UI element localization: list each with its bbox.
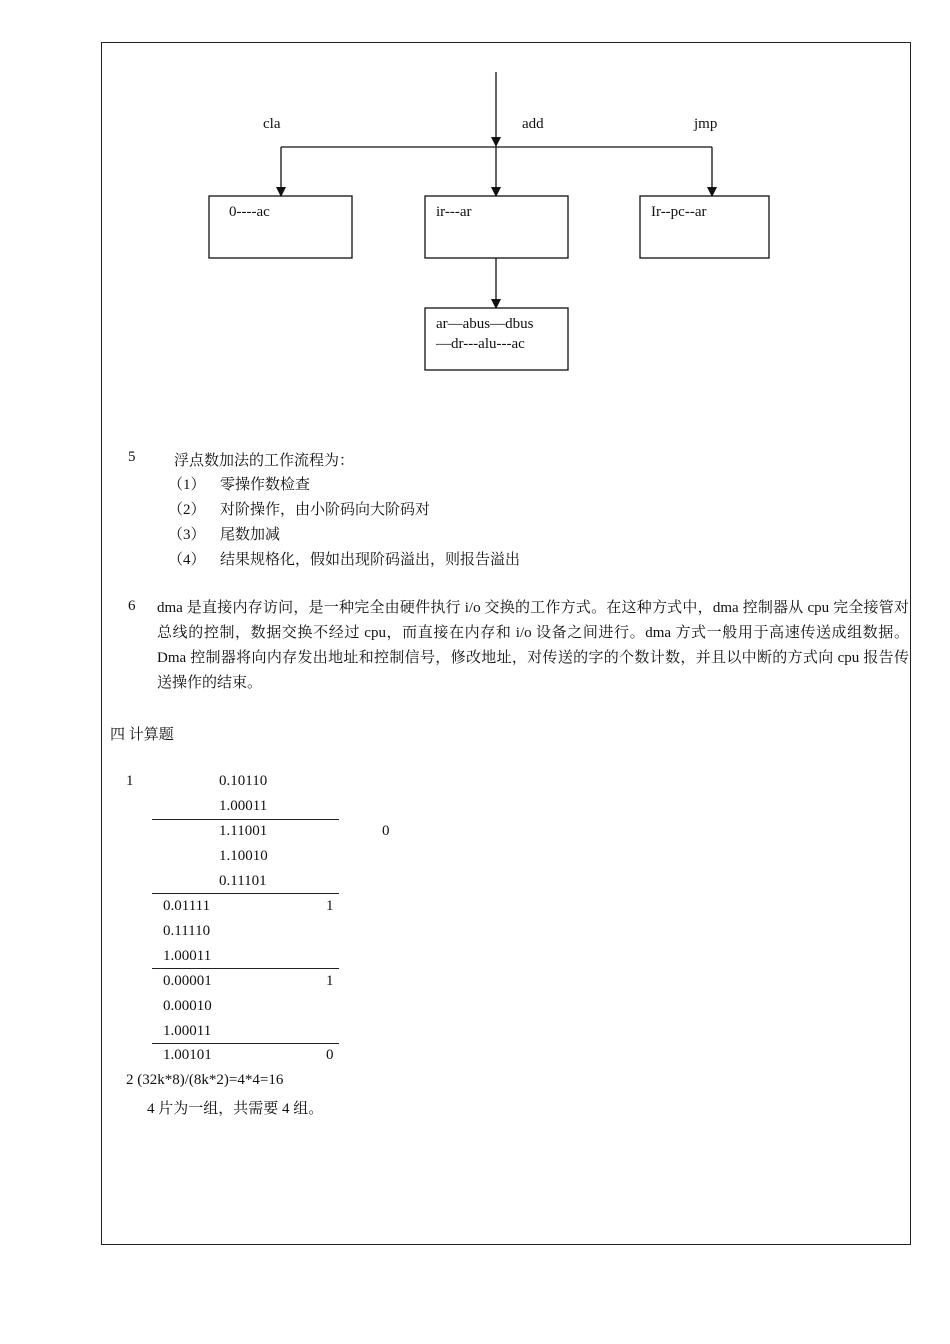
- cla-box-text: 0----ac: [229, 204, 270, 220]
- calc-row: 0.11110: [163, 923, 211, 939]
- calc-row: 1.00011: [163, 948, 212, 964]
- calc-rule: [152, 893, 339, 894]
- q6-number: 6: [128, 598, 136, 614]
- q5-step-num: （1）: [168, 477, 206, 493]
- calc2-line2: 4 片为一组，共需要 4 组。: [147, 1101, 324, 1117]
- jmp-box-text: Ir--pc--ar: [651, 204, 707, 220]
- calc1-number: 1: [126, 773, 134, 789]
- q5-step-text: 零操作数检查: [220, 477, 311, 493]
- calc-row: 0.00010: [163, 998, 212, 1014]
- q5-step-text: 尾数加减: [220, 527, 281, 543]
- add-label: add: [522, 116, 544, 132]
- q6-paragraph: dma 是直接内存访问，是一种完全由硬件执行 i/o 交换的工作方式。在这种方式中，dma 控制器从 cpu 完全接管对总线的控制，数据交换不经过 cpu，而直接在内存和 i/o 设备之间进行。dma 方式一般用于高速传送成组数据。Dma 控制器将向内存发出地址和控制信号，修改地址，对传送的字的个数计数，并且以中断的方式向 cpu 报告传送操作的结束。: [157, 600, 909, 691]
- jmp-label: jmp: [694, 116, 718, 132]
- calc-row: 0.01111: [163, 898, 211, 914]
- calc-row: 0.11101: [219, 873, 267, 889]
- calc-rule: [152, 819, 339, 820]
- add-box-text: ir---ar: [436, 204, 472, 220]
- calc2-line1: 2 (32k*8)/(8k*2)=4*4=16: [126, 1072, 284, 1088]
- calc-row: 0.10110: [219, 773, 268, 789]
- flow-diagram: [0, 0, 950, 420]
- q5-step-text: 结果规格化，假如出现阶码溢出，则报告溢出: [220, 552, 521, 568]
- calc-row: 0.00001: [163, 973, 212, 989]
- q5-step-num: （4）: [168, 552, 206, 568]
- exec-box-line1: ar—abus—dbus: [436, 316, 534, 332]
- q5-step-text: 对阶操作，由小阶码向大阶码对: [220, 502, 431, 518]
- calc-row: 1.00011: [163, 1023, 212, 1039]
- calc-q-bit: 1: [326, 898, 334, 914]
- calc-row: 1.00011: [219, 798, 268, 814]
- q5-step-num: （2）: [168, 502, 206, 518]
- exec-box-line2: —dr---alu---ac: [436, 336, 525, 352]
- calc-q-bit: 1: [326, 973, 334, 989]
- calc-rule: [152, 1043, 339, 1044]
- calc-rule: [152, 968, 339, 969]
- calc-row: 1.10010: [219, 848, 268, 864]
- q5-step-num: （3）: [168, 527, 206, 543]
- cla-label: cla: [263, 116, 281, 132]
- q5-number: 5: [128, 449, 136, 465]
- calc-q-bit: 0: [382, 823, 390, 839]
- q5-title: 浮点数加法的工作流程为：: [174, 453, 355, 469]
- calc-row: 1.11001: [219, 823, 268, 839]
- calc-row: 1.00101: [163, 1047, 212, 1063]
- section-heading: 四 计算题: [110, 727, 174, 743]
- calc-q-bit: 0: [326, 1047, 334, 1063]
